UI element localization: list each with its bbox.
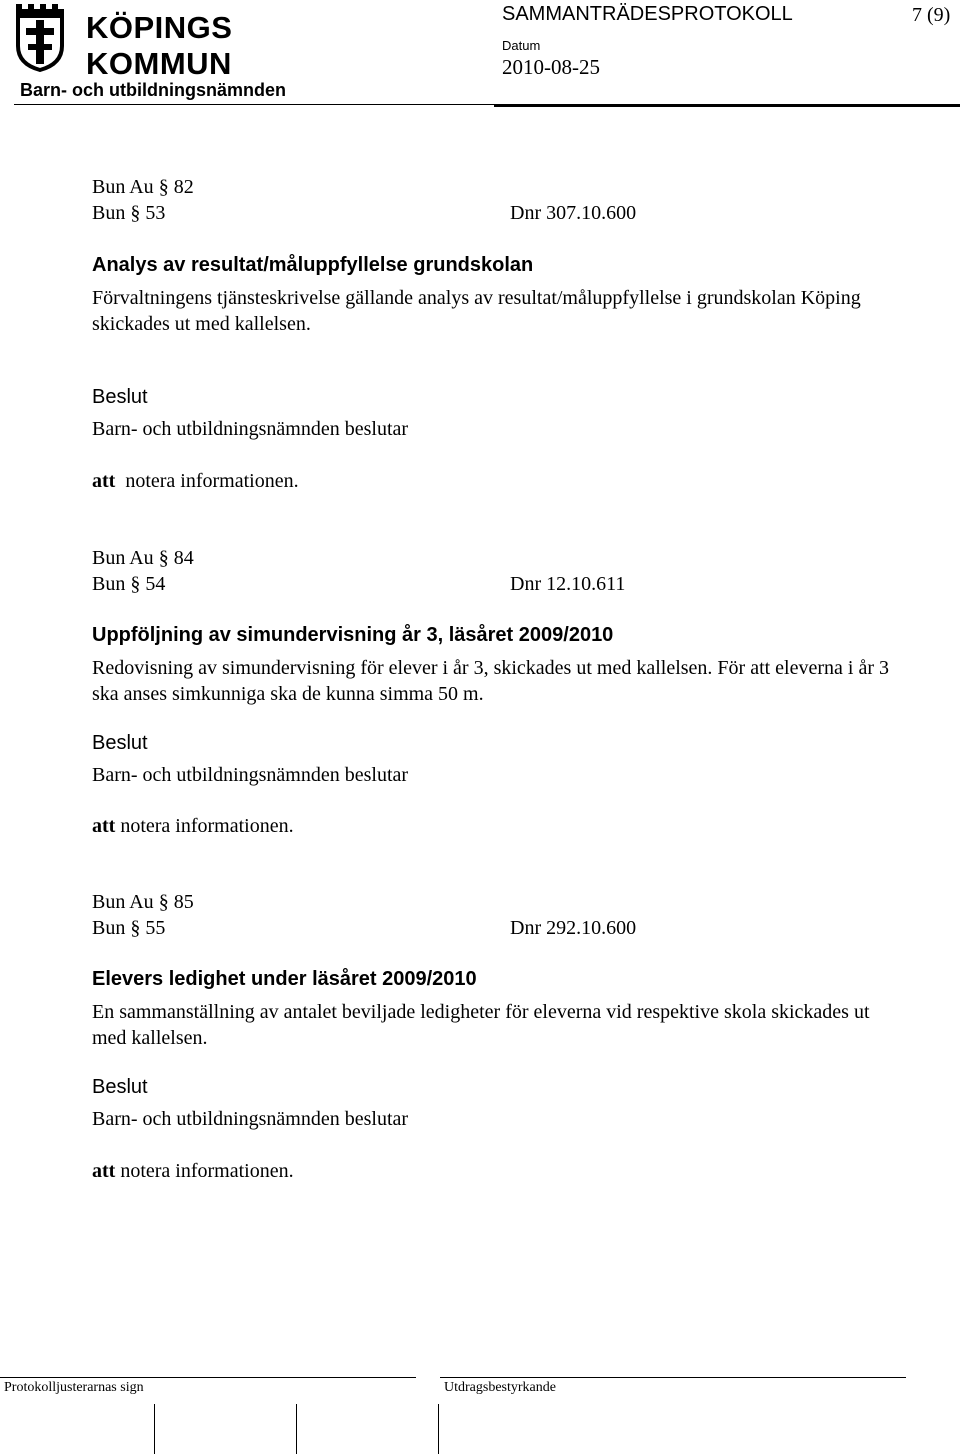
organization-name: KÖPINGS KOMMUN [86,10,233,81]
date-value: 2010-08-25 [502,55,600,79]
beslut-label: Beslut [92,1076,148,1098]
document-type: SAMMANTRÄDESPROTOKOLL [502,3,793,25]
diary-number: Dnr 307.10.600 [510,202,637,224]
signature-box-divider [438,1404,439,1454]
paragraph-ref-bun: Bun § 55 [92,917,166,939]
beslut-label: Beslut [92,386,148,408]
beslut-label: Beslut [92,732,148,754]
item-title: Analys av resultat/måluppfyllelse grundskolan [92,254,534,276]
decision: att notera informationen. [92,815,294,837]
paragraph-ref-au: Bun Au § 82 [92,176,194,198]
decision: att notera informationen. [92,1160,294,1182]
signature-label: Protokolljusterarnas sign [4,1380,144,1395]
paragraph-ref-bun: Bun § 53 [92,202,166,224]
beslut-text: Barn- och utbildningsnämnden beslutar [92,1108,409,1130]
diary-number: Dnr 12.10.611 [510,573,626,595]
committee-name: Barn- och utbildningsnämnden [20,80,286,100]
signature-box-divider [296,1404,297,1454]
signature-box-divider [154,1404,155,1454]
diary-number: Dnr 292.10.600 [510,917,637,939]
coat-of-arms-icon [14,2,66,72]
header-divider-thick [494,104,960,107]
municipality-logo [14,2,344,81]
paragraph-ref-au: Bun Au § 85 [92,891,194,913]
item-body: Förvaltningens tjänsteskrivelse gällande analys av resultat/måluppfyllelse i grundskolan Köping skickades ut med kallelsen. [92,287,861,335]
item-title: Elevers ledighet under läsåret 2009/2010 [92,968,477,990]
beslut-text: Barn- och utbildningsnämnden beslutar [92,764,409,786]
header-divider [14,104,494,105]
item-body: En sammanställning av antalet beviljade ledigheter för eleverna vid respektive skola skickades ut med kallelsen. [92,1001,870,1049]
paragraph-ref-au: Bun Au § 84 [92,547,194,569]
certification-label: Utdragsbestyrkande [444,1380,556,1395]
footer-divider-right [440,1377,906,1378]
item-title: Uppföljning av simundervisning år 3, läsåret 2009/2010 [92,624,614,646]
beslut-text: Barn- och utbildningsnämnden beslutar [92,418,409,440]
item-body: Redovisning av simundervisning för elever i år 3, skickades ut med kallelsen. För att eleverna i år 3 ska anses simkunniga ska de kunna simma 50 m. [92,657,890,705]
footer-divider-left [0,1377,416,1378]
paragraph-ref-bun: Bun § 54 [92,573,166,595]
decision: att notera informationen. [92,470,299,492]
page-number: 7 (9) [912,4,951,26]
date-label: Datum [502,38,541,53]
